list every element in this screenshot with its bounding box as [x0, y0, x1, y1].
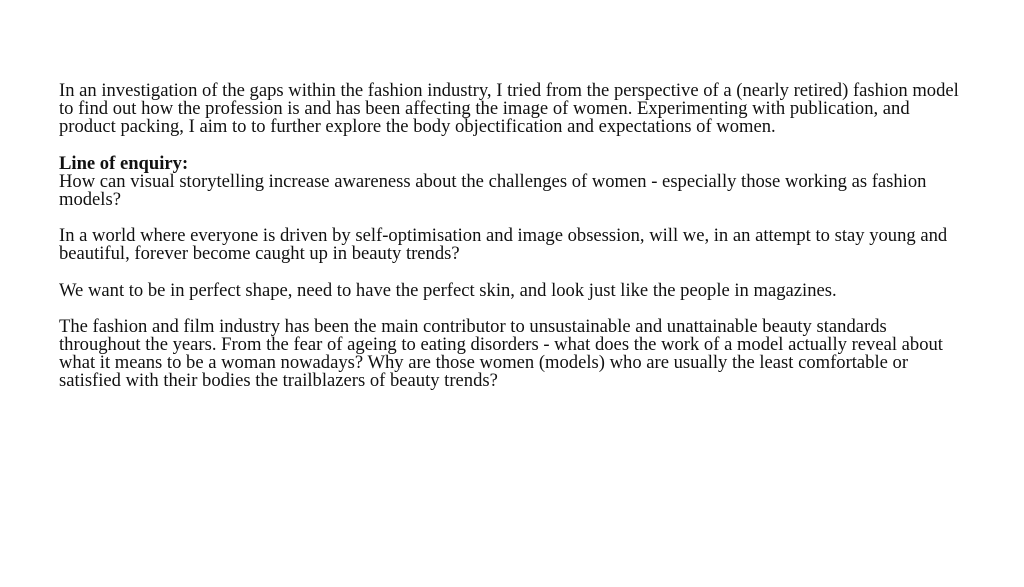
- document-body: [59, 82, 971, 409]
- paragraph-perfect-shape: We want to be in perfect shape, need to have the perfect skin, and look just like the people in magazines.: [59, 279, 837, 301]
- enquiry-heading: Line of enquiry:: [59, 152, 189, 174]
- intro-paragraph: In an investigation of the gaps within the fashion industry, I tried from the perspective of a (nearly retired) fashion model to find out how the profession is and has been affecting the image of women. Experimenting with publication, and product packing, I aim to to further explore the body objectification and expectations of women.: [59, 80, 959, 138]
- enquiry-question: How can visual storytelling increase awareness about the challenges of women - especially those working as fashion models?: [59, 170, 927, 211]
- paragraph-industry: The fashion and film industry has been the main contributor to unsustainable and unattainable beauty standards throughout the years. From the fear of ageing to eating disorders - what does the work of a model actually reveal about what it means to be a woman nowadays? Why are those women (models) who are usually the least comfortable or satisfied with their bodies the trailblazers of beauty trends?: [59, 315, 943, 392]
- paragraph-beauty-trends: In a world where everyone is driven by self-optimisation and image obsession, will we, in an attempt to stay young and beautiful, forever become caught up in beauty trends?: [59, 225, 948, 265]
